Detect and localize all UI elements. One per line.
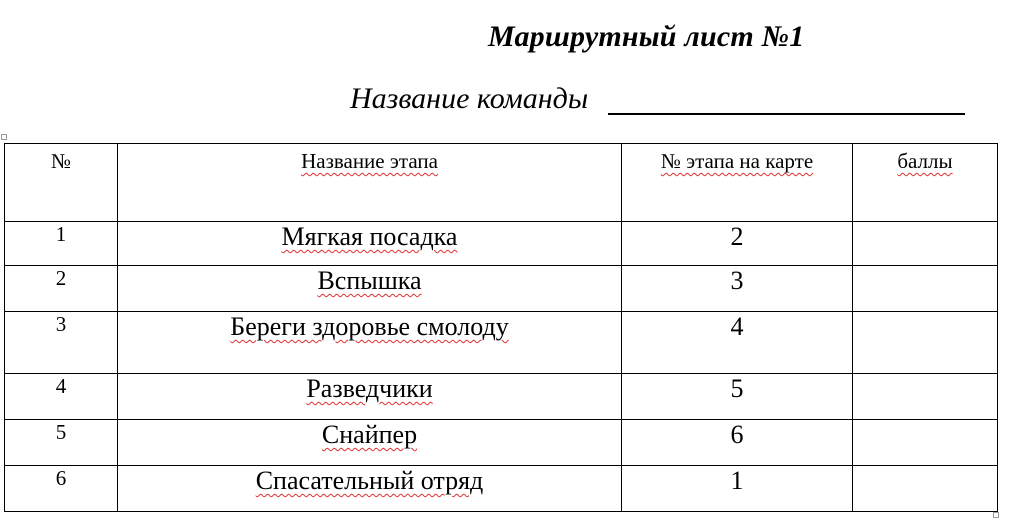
row-number: 1: [5, 222, 118, 266]
points-cell[interactable]: [853, 222, 998, 266]
stage-name: Мягкая посадка: [281, 222, 458, 251]
stage-name-cell: [118, 266, 622, 312]
team-name-label: Название команды: [350, 82, 589, 115]
header-points-text: баллы: [897, 149, 953, 173]
stage-name-cell: [118, 466, 622, 512]
map-stage-number: 5: [622, 374, 853, 420]
points-cell[interactable]: [853, 374, 998, 420]
map-stage-number: 2: [622, 222, 853, 266]
route-table: [4, 143, 998, 512]
stage-name-cell: [118, 222, 622, 266]
stage-name-cell: [118, 420, 622, 466]
team-name-blank-field[interactable]: [608, 113, 965, 115]
stage-name: Вспышка: [317, 266, 422, 295]
map-stage-number: 4: [622, 312, 853, 374]
table-row: [5, 374, 998, 420]
map-stage-number: 6: [622, 420, 853, 466]
header-map-stage: [622, 144, 853, 222]
header-points: [853, 144, 998, 222]
header-map-stage-text: № этапа на карте: [660, 149, 814, 173]
table-row: [5, 466, 998, 512]
points-cell[interactable]: [853, 312, 998, 374]
row-number: 5: [5, 420, 118, 466]
map-stage-number: 1: [622, 466, 853, 512]
stage-name-cell: [118, 374, 622, 420]
table-move-handle-icon[interactable]: [1, 134, 7, 140]
stage-name: Спасательный отряд: [255, 466, 484, 495]
stage-name: Береги здоровье смолоду: [230, 312, 509, 341]
table-header-row: [5, 144, 998, 222]
points-cell[interactable]: [853, 420, 998, 466]
table-row: [5, 266, 998, 312]
map-stage-number: 3: [622, 266, 853, 312]
table-row: [5, 312, 998, 374]
row-number: 4: [5, 374, 118, 420]
table-row: [5, 222, 998, 266]
stage-name-cell: [118, 312, 622, 374]
row-number: 3: [5, 312, 118, 374]
stage-name: Снайпер: [321, 420, 418, 449]
page-title: Маршрутный лист №1: [488, 20, 805, 53]
table-row: [5, 420, 998, 466]
points-cell[interactable]: [853, 466, 998, 512]
points-cell[interactable]: [853, 266, 998, 312]
header-number: №: [5, 144, 118, 222]
row-number: 6: [5, 466, 118, 512]
row-number: 2: [5, 266, 118, 312]
stage-name: Разведчики: [306, 374, 433, 403]
header-stage-name: [118, 144, 622, 222]
table-resize-handle-icon[interactable]: [993, 512, 999, 518]
header-stage-name-text: Название этапа: [301, 149, 438, 173]
